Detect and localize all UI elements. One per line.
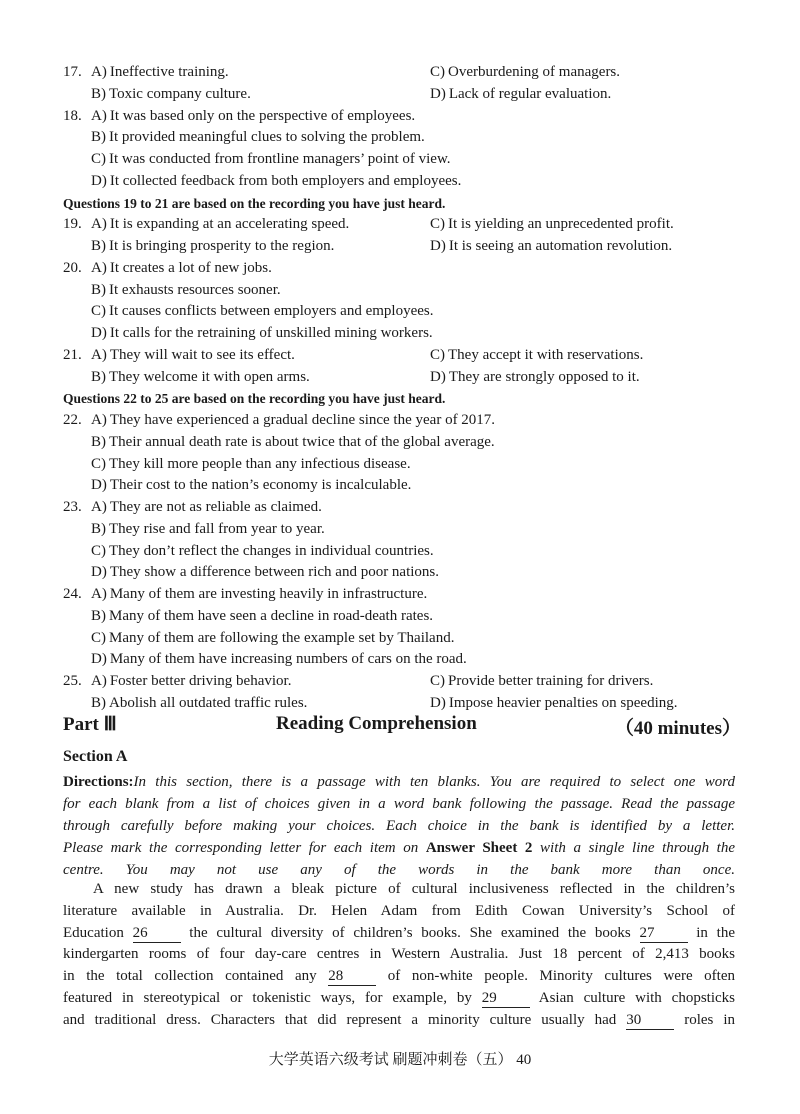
option-letter: A) bbox=[91, 412, 107, 428]
option-text: It was based only on the perspective of employees. bbox=[109, 107, 416, 124]
option-text: Ineffective training. bbox=[109, 64, 229, 80]
question-row bbox=[63, 258, 743, 280]
answer-option[interactable] bbox=[91, 649, 467, 671]
option-letter: D) bbox=[91, 477, 107, 494]
option-text: It is expanding at an accelerating speed. bbox=[109, 216, 350, 233]
question-row bbox=[63, 280, 743, 302]
answer-option[interactable] bbox=[91, 584, 427, 606]
option-text: It provided meaningful clues to solving the problem. bbox=[109, 129, 425, 146]
answer-option[interactable] bbox=[91, 127, 425, 149]
question-number: 24. bbox=[63, 586, 82, 602]
passage-text: A new study has drawn a bleak picture of cultural inclusiveness reflected in the children’s bbox=[93, 881, 735, 897]
option-text: It is seeing an automation revolution. bbox=[448, 238, 673, 254]
part-time: （40 minutes） bbox=[614, 718, 741, 739]
answer-option[interactable] bbox=[91, 84, 251, 106]
option-letter: A) bbox=[91, 64, 107, 80]
answer-option[interactable] bbox=[91, 301, 433, 323]
answer-option[interactable] bbox=[91, 671, 291, 693]
passage-text: in the total collection contained any bbox=[63, 968, 329, 985]
option-text: They accept it with reservations. bbox=[448, 346, 644, 363]
option-text: They will wait to see its effect. bbox=[109, 346, 295, 363]
passage-line bbox=[63, 901, 735, 923]
option-text: They show a difference between rich and poor nations. bbox=[109, 564, 440, 581]
option-letter: B) bbox=[91, 694, 106, 711]
option-letter: D) bbox=[91, 651, 107, 668]
option-text: They are strongly opposed to it. bbox=[448, 368, 640, 385]
answer-option[interactable] bbox=[430, 671, 653, 693]
question-row bbox=[63, 127, 743, 149]
part-title: Reading Comprehension bbox=[276, 713, 477, 734]
question-number: 21. bbox=[63, 346, 82, 363]
answer-option[interactable] bbox=[91, 367, 310, 389]
option-text: Their annual death rate is about twice that of the global average. bbox=[109, 433, 495, 450]
question-row bbox=[63, 410, 743, 432]
option-text: Foster better driving behavior. bbox=[109, 673, 292, 689]
option-letter: D) bbox=[430, 368, 446, 385]
question-row bbox=[63, 345, 743, 367]
question-row bbox=[63, 432, 743, 454]
answer-option[interactable] bbox=[91, 62, 229, 84]
passage-text: and traditional dress. Characters that did represent a minority culture usually had bbox=[63, 1011, 627, 1028]
answer-option[interactable] bbox=[91, 171, 461, 193]
question-group-header: Questions 22 to 25 are based on the recording you have just heard. bbox=[63, 391, 446, 407]
option-letter: B) bbox=[91, 85, 106, 102]
option-letter: B) bbox=[91, 520, 106, 537]
answer-option[interactable] bbox=[91, 693, 307, 715]
option-letter: A) bbox=[91, 499, 107, 515]
directions-text: with a single line through the bbox=[532, 840, 736, 856]
option-text: They are not as reliable as claimed. bbox=[109, 499, 322, 515]
directions-line bbox=[63, 771, 735, 793]
option-letter: C) bbox=[91, 629, 106, 646]
passage-line bbox=[63, 923, 735, 945]
answer-option[interactable] bbox=[430, 62, 620, 84]
option-text: It collected feedback from both employers and employees. bbox=[109, 172, 462, 189]
directions-label: Directions: bbox=[63, 774, 134, 790]
option-letter: D) bbox=[430, 694, 446, 711]
question-row bbox=[63, 541, 743, 563]
passage-line bbox=[63, 988, 735, 1010]
answer-option[interactable] bbox=[430, 367, 640, 389]
option-letter: A) bbox=[91, 259, 107, 276]
answer-sheet-ref: Answer Sheet 2 bbox=[425, 840, 533, 856]
passage-text: in the bbox=[687, 924, 735, 941]
directions-text: through carefully before making your choices. Each choice in the bank is identified by a letter. bbox=[63, 818, 735, 834]
part-label: Part Ⅲ bbox=[63, 714, 117, 735]
option-letter: A) bbox=[91, 107, 107, 124]
directions-text: for each blank from a list of choices given in a word bank following the passage. Read the passage bbox=[63, 796, 735, 812]
option-letter: D) bbox=[430, 238, 446, 254]
option-text: Provide better training for drivers. bbox=[448, 673, 654, 689]
option-text: Abolish all outdated traffic rules. bbox=[109, 694, 308, 711]
option-text: Many of them have increasing numbers of cars on the road. bbox=[109, 651, 467, 668]
option-letter: C) bbox=[91, 151, 106, 167]
blank-30[interactable]: 30 bbox=[626, 1012, 674, 1030]
option-letter: B) bbox=[91, 238, 106, 254]
option-letter: D) bbox=[91, 172, 107, 189]
directions-line bbox=[63, 815, 735, 837]
option-letter: C) bbox=[430, 216, 445, 233]
answer-option[interactable] bbox=[91, 214, 349, 236]
passage-line bbox=[63, 879, 735, 901]
question-row bbox=[63, 236, 743, 258]
option-text: It is yielding an unprecedented profit. bbox=[448, 216, 674, 233]
passage-text: roles in bbox=[674, 1011, 735, 1028]
question-row bbox=[63, 562, 743, 584]
option-letter: C) bbox=[430, 673, 445, 689]
question-number: 22. bbox=[63, 412, 82, 428]
option-text: It causes conflicts between employers and employees. bbox=[109, 303, 434, 320]
part-heading bbox=[63, 713, 741, 739]
question-row bbox=[63, 649, 743, 671]
question-row bbox=[63, 519, 743, 541]
question-row bbox=[63, 62, 743, 84]
passage-text: featured in stereotypical or tokenistic ways, for example, by bbox=[63, 989, 482, 1006]
option-letter: A) bbox=[91, 673, 107, 689]
question-number: 19. bbox=[63, 216, 82, 233]
answer-option[interactable] bbox=[91, 236, 334, 258]
answer-option[interactable] bbox=[91, 106, 415, 128]
directions-text: Please mark the corresponding letter for each item on bbox=[63, 840, 426, 856]
option-text: Many of them are following the example set by Thailand. bbox=[109, 629, 455, 646]
answer-option[interactable] bbox=[91, 432, 495, 454]
option-letter: A) bbox=[91, 216, 107, 233]
option-text: They kill more people than any infectious disease. bbox=[109, 455, 411, 472]
question-row bbox=[63, 475, 743, 497]
question-row bbox=[63, 628, 743, 650]
option-text: It calls for the retraining of unskilled mining workers. bbox=[109, 325, 433, 341]
option-text: It was conducted from frontline managers’ point of view. bbox=[109, 151, 451, 167]
question-row bbox=[63, 454, 743, 476]
answer-option[interactable] bbox=[430, 693, 678, 715]
question-row bbox=[63, 497, 743, 519]
question-row bbox=[63, 606, 743, 628]
option-letter: C) bbox=[91, 455, 106, 472]
question-row bbox=[63, 671, 743, 693]
option-text: Overburdening of managers. bbox=[448, 64, 621, 80]
option-letter: C) bbox=[430, 64, 445, 80]
option-letter: B) bbox=[91, 607, 106, 624]
page-footer: 大学英语六级考试 刷题冲刺卷（五） 40 bbox=[268, 1052, 532, 1068]
option-text: They don’t reflect the changes in individual countries. bbox=[109, 542, 434, 559]
question-row bbox=[63, 301, 743, 323]
passage-line bbox=[63, 1010, 735, 1032]
blank-26[interactable]: 26 bbox=[133, 925, 181, 943]
question-row bbox=[63, 84, 743, 106]
passage-text: Asian culture with chopsticks bbox=[529, 989, 735, 1006]
option-text: Their cost to the nation’s economy is incalculable. bbox=[109, 477, 412, 494]
answer-option[interactable] bbox=[91, 541, 434, 563]
answer-option[interactable] bbox=[91, 323, 433, 345]
question-number: 25. bbox=[63, 673, 82, 689]
answer-option[interactable] bbox=[91, 280, 281, 302]
answer-option[interactable] bbox=[430, 214, 674, 236]
question-group-header: Questions 19 to 21 are based on the recording you have just heard. bbox=[63, 195, 446, 211]
option-text: Lack of regular evaluation. bbox=[448, 85, 612, 102]
option-letter: A) bbox=[91, 346, 107, 363]
question-row bbox=[63, 106, 743, 128]
answer-option[interactable] bbox=[91, 345, 295, 367]
option-text: Many of them are investing heavily in infrastructure. bbox=[109, 586, 428, 602]
answer-option[interactable] bbox=[91, 454, 411, 476]
answer-option[interactable] bbox=[91, 606, 433, 628]
option-letter: A) bbox=[91, 586, 107, 602]
directions-text: centre. You may not use any of the words in the bank more than once. bbox=[63, 862, 735, 878]
option-letter: B) bbox=[91, 433, 106, 450]
option-letter: C) bbox=[91, 542, 106, 559]
answer-option[interactable] bbox=[430, 345, 643, 367]
question-number: 17. bbox=[63, 64, 82, 80]
directions-line bbox=[63, 859, 735, 881]
passage bbox=[63, 879, 735, 1032]
directions-line bbox=[63, 793, 735, 815]
option-text: Toxic company culture. bbox=[109, 85, 251, 102]
option-text: They rise and fall from year to year. bbox=[109, 520, 325, 537]
option-text: It creates a lot of new jobs. bbox=[109, 259, 272, 276]
question-row bbox=[63, 171, 743, 193]
option-letter: B) bbox=[91, 281, 106, 298]
answer-option[interactable] bbox=[91, 475, 411, 497]
question-number: 23. bbox=[63, 499, 82, 515]
answer-option[interactable] bbox=[91, 410, 495, 432]
passage-text: of non-white people. Minority cultures were often bbox=[376, 968, 735, 985]
passage-text: the cultural diversity of children’s books. She examined the books bbox=[180, 924, 640, 941]
option-letter: B) bbox=[91, 368, 106, 385]
question-row bbox=[63, 367, 743, 389]
question-row bbox=[63, 584, 743, 606]
option-letter: C) bbox=[91, 303, 106, 320]
answer-option[interactable] bbox=[91, 258, 272, 280]
option-letter: D) bbox=[430, 85, 446, 102]
answer-option[interactable] bbox=[91, 519, 325, 541]
option-text: It exhausts resources sooner. bbox=[109, 281, 281, 298]
answer-option[interactable] bbox=[91, 149, 451, 171]
section-heading: Section A bbox=[63, 748, 128, 765]
option-letter: D) bbox=[91, 325, 107, 341]
directions bbox=[63, 771, 735, 881]
passage-text: literature available in Australia. Dr. Helen Adam from Edith Cowan University’s School of bbox=[63, 902, 735, 919]
question-row bbox=[63, 214, 743, 236]
passage-text: kindergarten rooms of four day-care centres in Western Australia. Just 18 percent of 2,413 books bbox=[63, 946, 735, 963]
option-letter: D) bbox=[91, 564, 107, 581]
blank-28[interactable]: 28 bbox=[328, 968, 376, 986]
passage-text: Education bbox=[63, 924, 133, 941]
option-text: It is bringing prosperity to the region. bbox=[109, 238, 335, 254]
option-letter: B) bbox=[91, 129, 106, 146]
question-row bbox=[63, 149, 743, 171]
question-row bbox=[63, 693, 743, 715]
option-text: They welcome it with open arms. bbox=[109, 368, 310, 385]
option-text: Impose heavier penalties on speeding. bbox=[448, 694, 678, 711]
question-number: 20. bbox=[63, 259, 82, 276]
question-number: 18. bbox=[63, 107, 82, 124]
passage-line bbox=[63, 966, 735, 988]
option-text: Many of them have seen a decline in road-death rates. bbox=[109, 607, 434, 624]
answer-option[interactable] bbox=[91, 497, 322, 519]
listening-questions bbox=[63, 62, 743, 715]
answer-option[interactable] bbox=[430, 236, 672, 258]
answer-option[interactable] bbox=[430, 84, 611, 106]
option-text: They have experienced a gradual decline since the year of 2017. bbox=[109, 412, 496, 428]
blank-29[interactable]: 29 bbox=[482, 990, 530, 1008]
directions-text: In this section, there is a passage with ten blanks. You are required to select one word bbox=[133, 774, 735, 790]
question-row bbox=[63, 323, 743, 345]
answer-option[interactable] bbox=[91, 628, 454, 650]
blank-27[interactable]: 27 bbox=[640, 925, 688, 943]
option-letter: C) bbox=[430, 346, 445, 363]
passage-line bbox=[63, 944, 735, 966]
answer-option[interactable] bbox=[91, 562, 439, 584]
directions-line bbox=[63, 837, 735, 859]
